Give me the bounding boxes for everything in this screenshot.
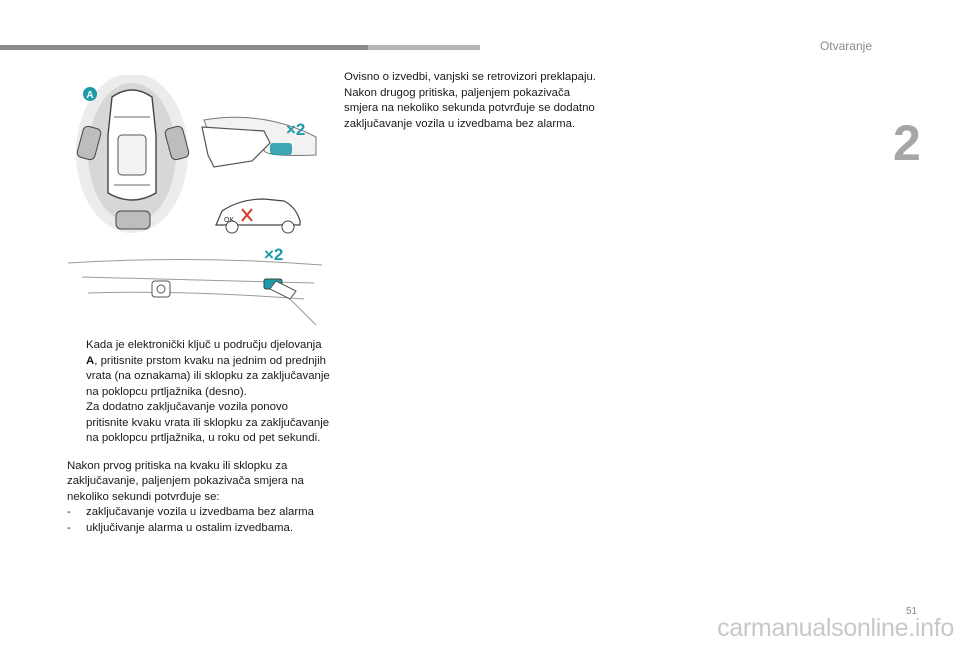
car-roof [118,135,146,175]
key-fob-rear [116,211,150,229]
ok-label: OK [224,217,235,224]
watermark: carmanualsonline.info [717,614,954,642]
door-lock-zone [270,143,292,155]
right-column [344,70,604,132]
dash-item-1: - zaključavanje vozila u izvedbama bez alarma [67,506,314,518]
finger-press [202,127,270,167]
mirror-paragraph: Ovisno o izvedbi, vanjski se retrovizori preklapaju. [344,71,596,83]
header-rule-dark [0,45,368,50]
locking-illustration [64,75,326,330]
confirmation-paragraph: Nakon prvog pritiska na kvaku ili sklopku za zaključavanje, paljenjem pokazivača smjera na nekoliko sekundi potvrđuje se: [67,459,304,503]
instruction-bullet-2: Za dodatno zaključavanje vozila ponovo pritisnite kvaku vrata ili sklopku za zaključavanje na poklopcu prtljažnika, u roku od pet sekundi. [86,401,330,444]
dash-item-2: - uključivanje alarma u ostalim izvedbama. [67,521,294,534]
zone-callout-a-label: A [86,90,94,101]
press-count-top: ×2 [286,120,306,139]
header-rule-light [368,45,480,50]
finger-tailgate [270,281,296,299]
second-press-paragraph: Nakon drugog pritiska, paljenjem pokazivača smjera na nekoliko sekunda potvrđuje se dodatno zaključavanje vozila u izvedbama bez alarma. [344,86,595,130]
press-count-bottom: ×2 [264,245,284,264]
instruction-bullet-1: Kada je elektronički ključ u području djelovanja A, pritisnite prstom kvaku na jednim od prednjih vrata (na oznakama) ili sklopku za zaključavanje na poklopcu prtljažnika (desno). [86,339,330,398]
chapter-number: 2 [893,115,921,171]
section-title: Otvaranje [819,39,872,53]
page-number: 51 [906,606,918,617]
left-column [67,338,332,536]
